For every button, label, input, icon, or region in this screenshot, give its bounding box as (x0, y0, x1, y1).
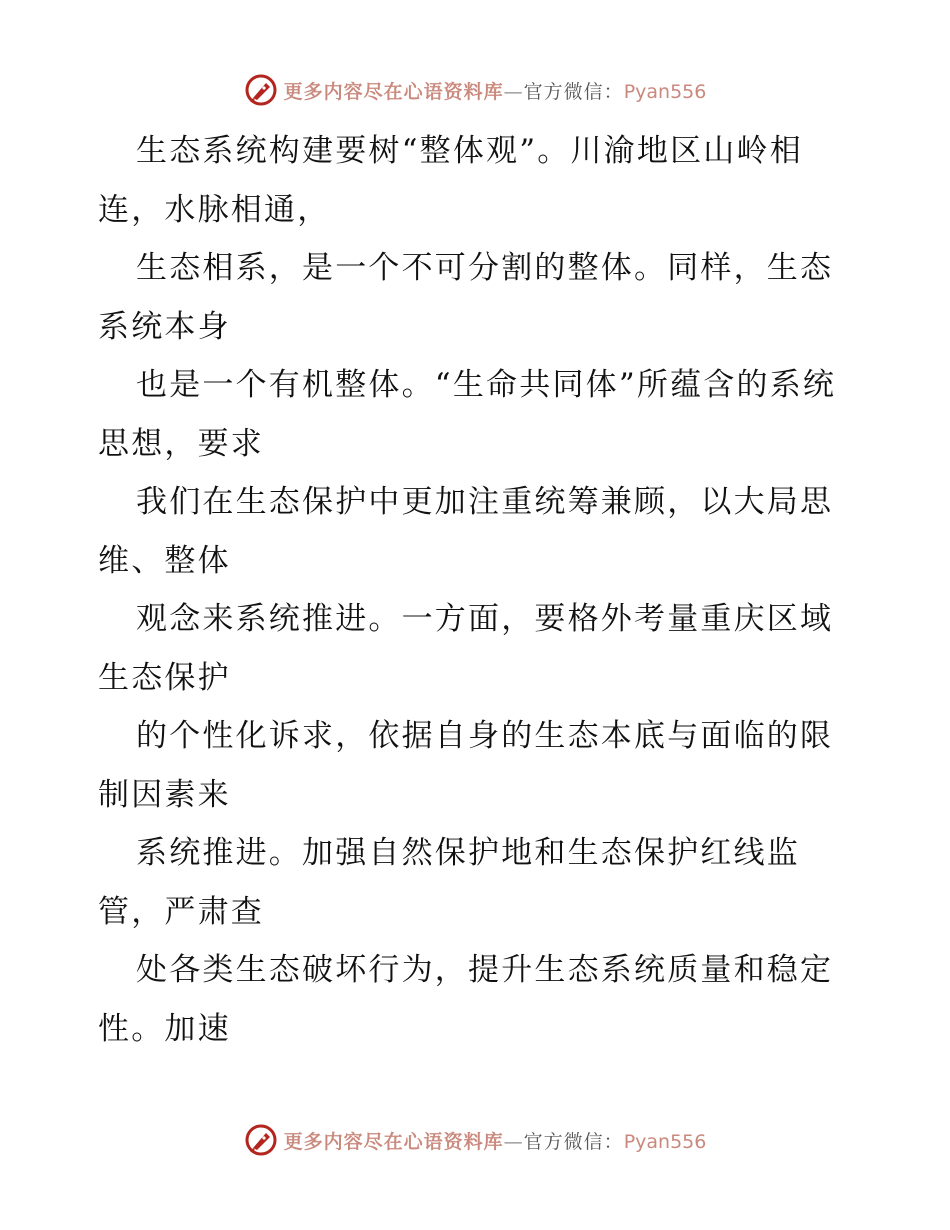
watermark-sub: 官方微信： (523, 1130, 624, 1153)
paragraph: 观念来系统推进。一方面，要格外考量重庆区域生态保护 (98, 601, 834, 696)
watermark-dash: — (503, 80, 524, 103)
watermark-main: 更多内容尽在心语资料库 (283, 1130, 504, 1153)
footer-watermark (0, 1120, 950, 1160)
paragraph: 的个性化诉求，依据自身的生态本底与面临的限制因素来 (98, 718, 834, 813)
pen-nib-logo-icon (244, 1123, 278, 1157)
watermark-id: Pyan556 (623, 80, 707, 103)
watermark-dash: — (503, 1130, 524, 1153)
watermark-id: Pyan556 (623, 1130, 707, 1153)
watermark-main: 更多内容尽在心语资料库 (283, 80, 504, 103)
header-watermark (0, 70, 950, 110)
paragraph: 处各类生态破坏行为，提升生态系统质量和稳定性。加速 (98, 952, 834, 1047)
watermark-sub: 官方微信： (523, 80, 624, 103)
paragraph: 系统推进。加强自然保护地和生态保护红线监管，严肃查 (98, 835, 800, 930)
document-body (98, 122, 858, 1058)
paragraph: 生态系统构建要树“整体观”。川渝地区山岭相连，水脉相通， (98, 133, 803, 228)
pen-nib-logo-icon (244, 73, 278, 107)
watermark-text (284, 1127, 707, 1154)
paragraph: 我们在生态保护中更加注重统筹兼顾，以大局思维、整体 (98, 484, 834, 579)
watermark-text (284, 77, 707, 104)
paragraph: 也是一个有机整体。“生命共同体”所蕴含的系统思想，要求 (98, 367, 837, 462)
paragraph: 生态相系，是一个不可分割的整体。同样，生态系统本身 (98, 250, 834, 345)
